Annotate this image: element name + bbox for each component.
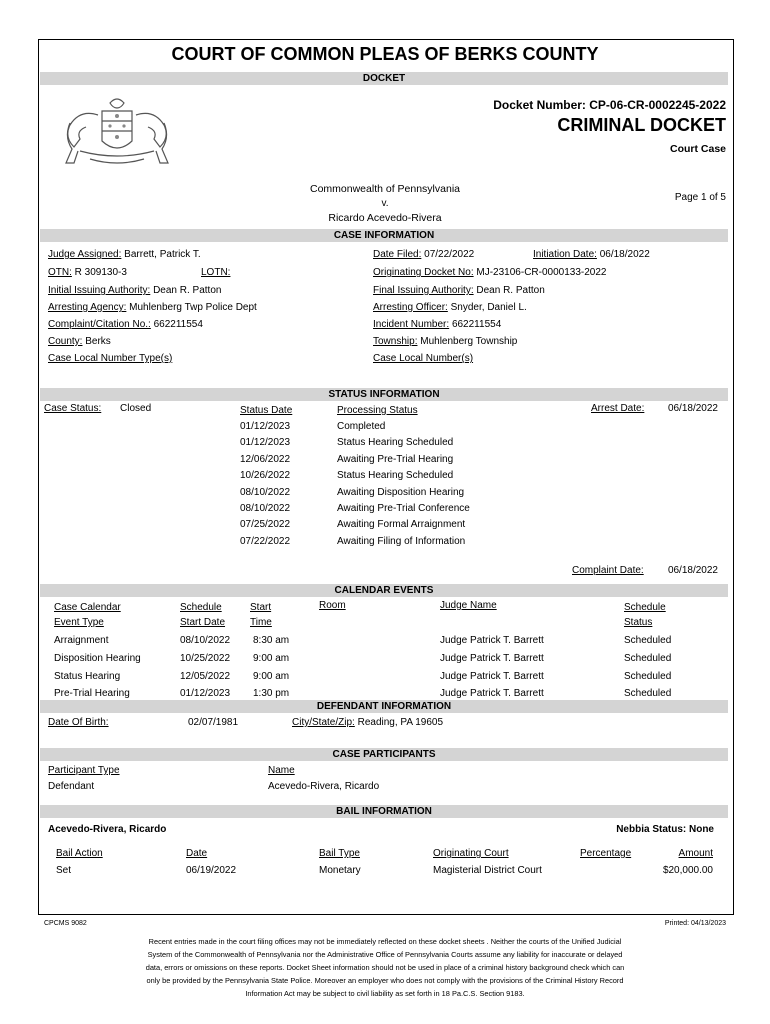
judge-assigned-label: Judge Assigned:	[48, 249, 122, 260]
initiation-date-value: 06/18/2022	[599, 249, 650, 260]
complaint-number-label: Complaint/Citation No.:	[48, 319, 151, 330]
case-status-value: Closed	[120, 403, 152, 414]
initial-authority-label: Initial Issuing Authority:	[48, 285, 151, 296]
initiation-date-row	[533, 249, 650, 260]
initial-authority-row	[48, 285, 221, 296]
status-date: 10/26/2022	[240, 470, 291, 482]
case-local-number-label: Case Local Number(s)	[373, 353, 474, 364]
initiation-date-label: Initiation Date:	[533, 249, 597, 260]
participant-name: Acevedo-Rivera, Ricardo	[268, 781, 380, 792]
otn-value: R 309130-3	[74, 267, 127, 278]
county-value: Berks	[85, 336, 111, 347]
case-participants-band: CASE PARTICIPANTS	[40, 748, 728, 761]
processing-status-header: Processing Status	[337, 405, 418, 416]
arresting-officer-row	[373, 302, 527, 313]
bail-amount: $20,000.00	[662, 865, 713, 876]
date-filed-label: Date Filed:	[373, 249, 422, 260]
table-row: Pre-Trial Hearing	[54, 688, 130, 700]
city-label: City/State/Zip:	[292, 717, 355, 728]
status-dates-column	[240, 419, 290, 550]
originating-court-header: Originating Court	[433, 848, 509, 859]
city-value: Reading, PA 19605	[357, 717, 444, 728]
judge-assigned-value: Barrett, Patrick T.	[124, 249, 201, 260]
judge-assigned-row	[48, 249, 201, 260]
complaint-date-label: Complaint Date:	[572, 565, 644, 576]
arresting-agency-row	[48, 302, 257, 313]
bail-type-header: Bail Type	[319, 848, 360, 859]
arresting-officer-value: Snyder, Daniel L.	[450, 302, 527, 313]
judge-name-column: Judge Patrick T. Barrett Judge Patrick T. Barrett Judge Patrick T. Barrett Judge Patrick T. Barrett	[440, 635, 544, 700]
date-filed-row	[373, 249, 474, 260]
status-date: 01/12/2023	[240, 437, 291, 449]
percentage-header: Percentage	[580, 848, 632, 859]
township-value: Muhlenberg Township	[420, 336, 518, 347]
bail-type: Monetary	[319, 865, 361, 876]
bail-information-band: BAIL INFORMATION	[40, 805, 728, 818]
schedule-status-column: Scheduled Scheduled Scheduled Scheduled	[624, 635, 672, 700]
participant-name-header: Name	[268, 765, 295, 776]
court-case-label: Court Case	[669, 143, 726, 155]
case-local-type-label: Case Local Number Type(s)	[48, 353, 173, 364]
processing-status: Completed	[337, 421, 386, 432]
page-number: Page 1 of 5	[674, 192, 726, 203]
bail-action-header: Bail Action	[56, 848, 103, 859]
arresting-agency-label: Arresting Agency:	[48, 302, 127, 313]
start-time-header: Start Time	[250, 602, 272, 628]
originating-docket-label: Originating Docket No:	[373, 267, 474, 278]
table-row: Status Hearing	[54, 670, 121, 682]
caption-plaintiff: Commonwealth of Pennsylvania	[310, 183, 460, 195]
dob-label: Date Of Birth:	[48, 717, 109, 728]
nebbia-status: Nebbia Status: None	[616, 824, 714, 835]
start-time-column: 8:30 am 9:00 am 9:00 am 1:30 pm	[253, 635, 290, 700]
status-date: 07/25/2022	[240, 519, 291, 531]
caption-versus: v.	[381, 198, 389, 209]
case-status-label: Case Status:	[44, 403, 102, 414]
table-row: Disposition Hearing	[54, 652, 141, 664]
status-information-band: STATUS INFORMATION	[40, 388, 728, 401]
township-label: Township:	[373, 336, 418, 347]
initial-authority-value: Dean R. Patton	[153, 285, 222, 296]
otn-label: OTN:	[48, 267, 72, 278]
originating-docket-row	[373, 267, 606, 278]
date-filed-value: 07/22/2022	[424, 249, 475, 260]
caption-defendant: Ricardo Acevedo-Rivera	[328, 212, 442, 224]
county-label: County:	[48, 336, 83, 347]
form-number: CPCMS 9082	[44, 920, 87, 927]
processing-status: Awaiting Filing of Information	[337, 535, 466, 547]
city-state-zip-row	[292, 717, 443, 728]
event-type-header: Case Calendar Event Type	[54, 602, 121, 628]
arrest-date-value: 06/18/2022	[667, 403, 718, 414]
schedule-status-header: Schedule Status	[624, 602, 666, 628]
schedule-date-column: 08/10/2022 10/25/2022 12/05/2022 01/12/2023	[180, 635, 231, 700]
calendar-events-band: CALENDAR EVENTS	[40, 584, 728, 597]
incident-number-label: Incident Number:	[373, 319, 450, 330]
event-type-column	[54, 632, 141, 703]
dob-value: 02/07/1981	[188, 717, 239, 728]
originating-court: Magisterial District Court	[433, 865, 542, 876]
criminal-docket-title: CRIMINAL DOCKET	[557, 115, 726, 135]
incident-number-value: 662211554	[451, 319, 502, 330]
incident-number-row	[373, 319, 501, 330]
arresting-agency-value: Muhlenberg Twp Police Dept	[129, 302, 257, 313]
complaint-number-value: 662211554	[153, 319, 203, 330]
township-row	[373, 336, 517, 347]
processing-status: Status Hearing Scheduled	[337, 437, 454, 449]
table-row: Arraignment	[54, 635, 109, 646]
otn-row	[48, 267, 127, 278]
complaint-date-value: 06/18/2022	[667, 565, 718, 576]
processing-status: Awaiting Pre-Trial Hearing	[337, 453, 454, 465]
processing-status: Status Hearing Scheduled	[337, 470, 454, 482]
arrest-date-label: Arrest Date:	[591, 403, 645, 414]
disclaimer: Recent entries made in the court filing offices may not be immediately reflected on these docket sheets . Neither the courts of the Unified Judicial System of the Commonwealth of Pennsylvania nor the Administrative Office of Pennsylvania Courts assume any liability for inaccurate or delayed data, errors or omissions on these reports. Docket Sheet information should not be used in place of a criminal history background check which can only be provided by the Pennsylvania State Police. Moreover an employer who does not comply with the provisions of the Criminal History Record Information Act may be subject to civil liability as set forth in 18 Pa.C.S. Section 9183.	[145, 937, 625, 998]
printed-date: Printed: 04/13/2023	[664, 920, 726, 927]
court-title: COURT OF COMMON PLEAS OF BERKS COUNTY	[171, 44, 599, 64]
pennsylvania-seal-icon	[50, 93, 185, 173]
county-row	[48, 336, 111, 347]
amount-header: Amount	[678, 848, 713, 859]
processing-status: Awaiting Formal Arraignment	[337, 519, 466, 531]
status-date: 12/06/2022	[240, 453, 291, 465]
bail-action: Set	[56, 865, 72, 876]
status-date: 08/10/2022	[240, 486, 291, 498]
bail-person: Acevedo-Rivera, Ricardo	[48, 824, 167, 835]
status-date: 08/10/2022	[240, 503, 291, 515]
processing-status: Awaiting Disposition Hearing	[337, 486, 465, 498]
complaint-number-row	[48, 319, 203, 330]
final-authority-label: Final Issuing Authority:	[373, 285, 474, 296]
defendant-information-band: DEFENDANT INFORMATION	[40, 700, 728, 713]
judge-name-header: Judge Name	[440, 600, 497, 611]
docket-band: DOCKET	[40, 72, 728, 85]
schedule-date-header: Schedule Start Date	[180, 602, 226, 628]
participant-type-header: Participant Type	[48, 765, 120, 776]
status-date-header: Status Date	[240, 405, 293, 416]
status-date: 01/12/2023	[240, 421, 291, 432]
processing-status-column	[337, 419, 470, 550]
participant-type: Defendant	[48, 781, 95, 792]
docket-number: Docket Number: CP-06-CR-0002245-2022	[493, 98, 726, 112]
arresting-officer-label: Arresting Officer:	[373, 302, 448, 313]
processing-status: Awaiting Pre-Trial Conference	[337, 503, 470, 515]
bail-date: 06/19/2022	[186, 865, 237, 876]
case-information-band: CASE INFORMATION	[40, 229, 728, 242]
status-date: 07/22/2022	[240, 535, 291, 547]
bail-date-header: Date	[186, 848, 208, 859]
final-authority-value: Dean R. Patton	[476, 285, 545, 296]
lotn-label: LOTN:	[201, 267, 231, 278]
originating-docket-value: MJ-23106-CR-0000133-2022	[476, 267, 607, 278]
final-authority-row	[373, 285, 545, 296]
room-header: Room	[319, 600, 346, 611]
